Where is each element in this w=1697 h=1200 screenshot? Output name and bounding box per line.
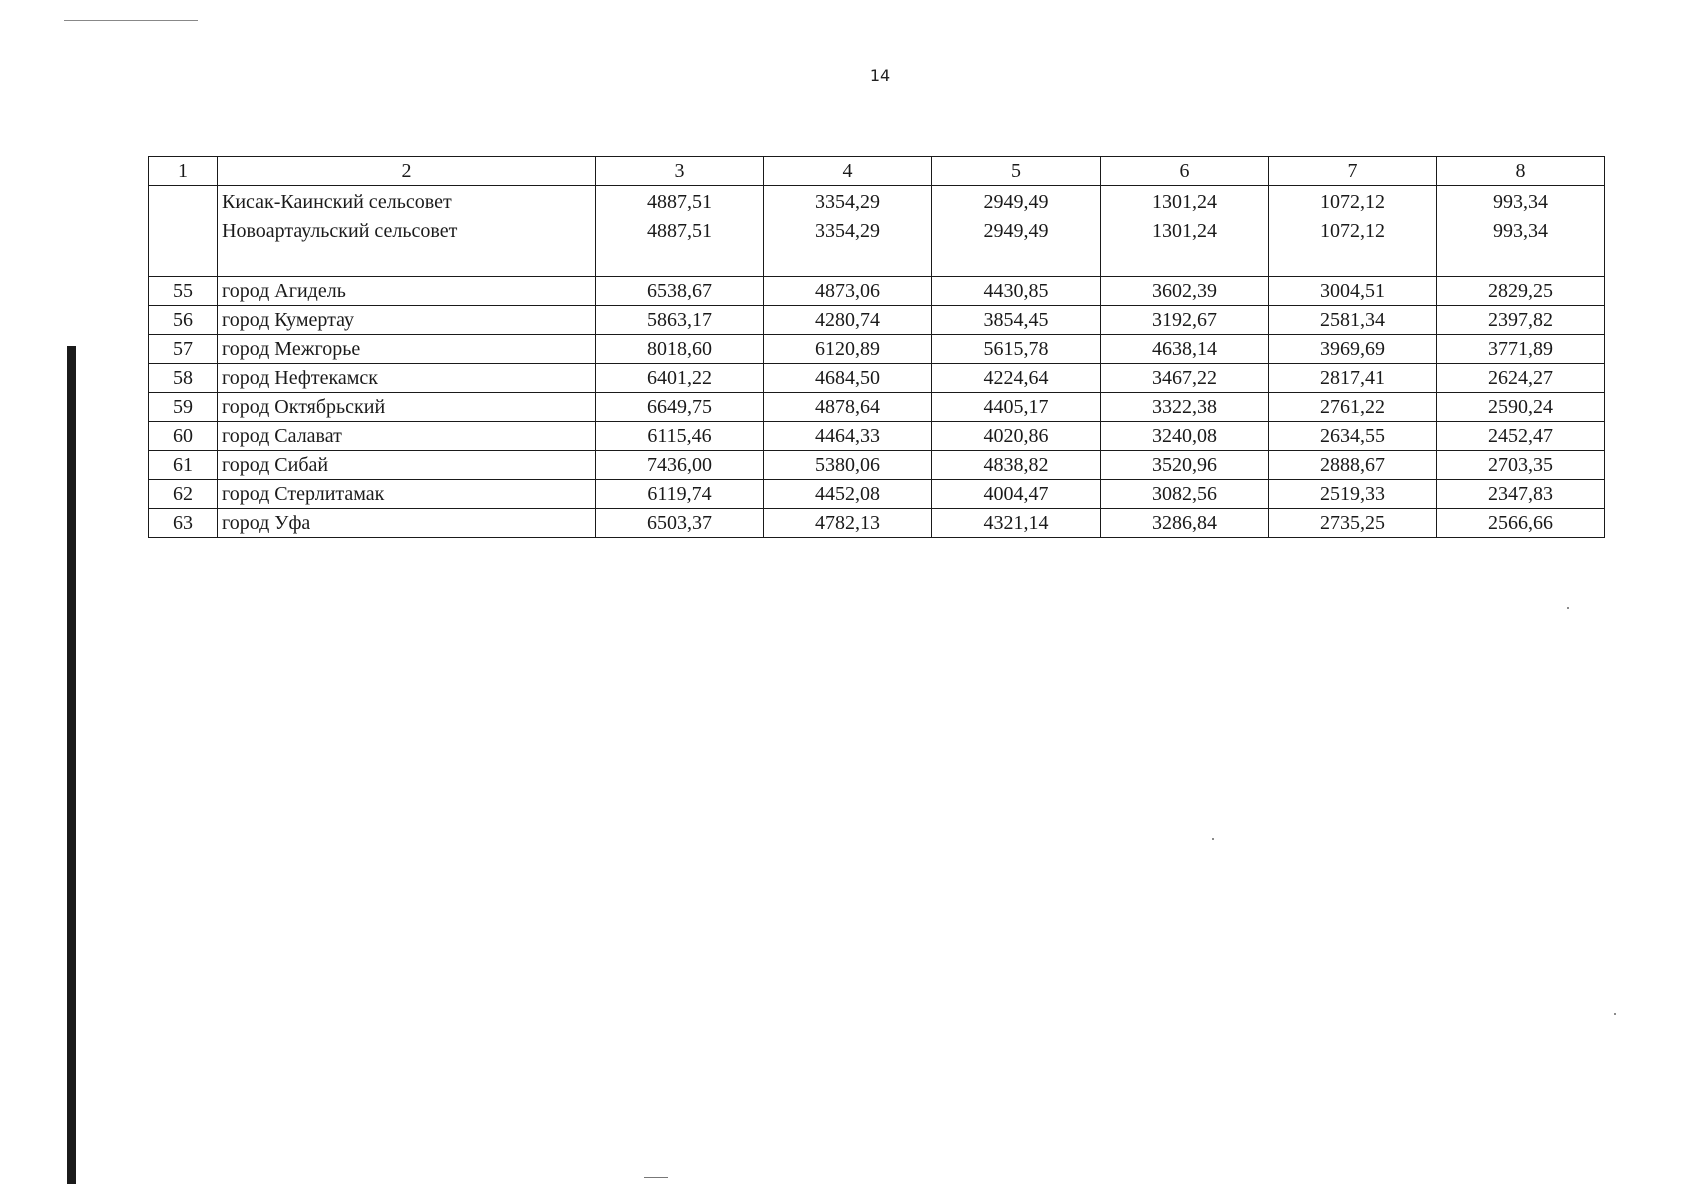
value-cell: 2347,83: [1437, 480, 1605, 509]
table-row: [149, 393, 1605, 422]
row-number: 57: [149, 335, 218, 364]
value-cell: 4873,06: [764, 277, 932, 306]
group-row: [149, 186, 1605, 277]
header-cell: 1: [149, 157, 218, 186]
value-cell: 4684,50: [764, 364, 932, 393]
row-name: город Сибай: [218, 451, 596, 480]
value-cell: 2634,55: [1269, 422, 1437, 451]
row-number: [149, 186, 218, 277]
value-cell: 2566,66: [1437, 509, 1605, 538]
table-row: [149, 364, 1605, 393]
table-row: [149, 480, 1605, 509]
value-cell: 3467,22: [1101, 364, 1269, 393]
table-row: [149, 422, 1605, 451]
value-cell: 4405,17: [932, 393, 1101, 422]
header-cell: 2: [218, 157, 596, 186]
value-cell: 4638,14: [1101, 335, 1269, 364]
value-cell: 6649,75: [596, 393, 764, 422]
value: 3354,29: [815, 191, 880, 213]
value-cell: 2590,24: [1437, 393, 1605, 422]
value-cell: [764, 186, 932, 277]
value-cell: 7436,00: [596, 451, 764, 480]
row-number: 56: [149, 306, 218, 335]
header-cell: 7: [1269, 157, 1437, 186]
scan-edge-bar: [67, 346, 76, 1184]
value-cell: 4004,47: [932, 480, 1101, 509]
footer-rule: [644, 1177, 668, 1178]
value-cell: 3771,89: [1437, 335, 1605, 364]
row-name: город Салават: [218, 422, 596, 451]
table-row: [149, 509, 1605, 538]
header-row: [149, 157, 1605, 186]
value-cell: 3969,69: [1269, 335, 1437, 364]
value-cell: 3082,56: [1101, 480, 1269, 509]
page-number: 14: [869, 66, 891, 85]
value-cell: 4782,13: [764, 509, 932, 538]
row-name-cell: [218, 186, 596, 277]
value-cell: 2829,25: [1437, 277, 1605, 306]
value-cell: 2581,34: [1269, 306, 1437, 335]
header-cell: 8: [1437, 157, 1605, 186]
value-cell: 2397,82: [1437, 306, 1605, 335]
value-cell: 3854,45: [932, 306, 1101, 335]
value-cell: 3004,51: [1269, 277, 1437, 306]
value-cell: 5863,17: [596, 306, 764, 335]
row-number: 63: [149, 509, 218, 538]
header-rule: [64, 20, 198, 21]
value: 993,34: [1493, 191, 1548, 213]
row-number: 61: [149, 451, 218, 480]
value: 2949,49: [983, 191, 1049, 213]
value-cell: 2888,67: [1269, 451, 1437, 480]
value-cell: 4452,08: [764, 480, 932, 509]
value-cell: 2817,41: [1269, 364, 1437, 393]
header-cell: 5: [932, 157, 1101, 186]
value-cell: 3602,39: [1101, 277, 1269, 306]
value-cell: 3240,08: [1101, 422, 1269, 451]
value-cell: 2703,35: [1437, 451, 1605, 480]
value-cell: 3192,67: [1101, 306, 1269, 335]
value: 2949,49: [983, 220, 1049, 242]
scan-speck: [1567, 607, 1569, 609]
value-cell: 2519,33: [1269, 480, 1437, 509]
value-cell: 6120,89: [764, 335, 932, 364]
value-cell: [1437, 186, 1605, 277]
row-number: 60: [149, 422, 218, 451]
data-table: [148, 156, 1605, 538]
value-cell: 6401,22: [596, 364, 764, 393]
value-cell: [1269, 186, 1437, 277]
value-cell: 8018,60: [596, 335, 764, 364]
scan-speck: [1614, 1013, 1616, 1015]
scan-speck: [1212, 838, 1214, 840]
header-cell: 3: [596, 157, 764, 186]
table-row: [149, 277, 1605, 306]
value-cell: [1101, 186, 1269, 277]
row-number: 55: [149, 277, 218, 306]
value: 4887,51: [647, 191, 712, 213]
value-cell: [596, 186, 764, 277]
value-cell: 2735,25: [1269, 509, 1437, 538]
table-body: [149, 157, 1605, 538]
value-cell: 2624,27: [1437, 364, 1605, 393]
value: 993,34: [1493, 220, 1548, 242]
value-cell: 6115,46: [596, 422, 764, 451]
row-name: город Стерлитамак: [218, 480, 596, 509]
value-cell: 6119,74: [596, 480, 764, 509]
header-cell: 4: [764, 157, 932, 186]
row-name: город Нефтекамск: [218, 364, 596, 393]
value-cell: 4838,82: [932, 451, 1101, 480]
row-name: город Межгорье: [218, 335, 596, 364]
value-cell: 4020,86: [932, 422, 1101, 451]
table-row: [149, 335, 1605, 364]
table-row: [149, 306, 1605, 335]
row-number: 58: [149, 364, 218, 393]
value-cell: 4321,14: [932, 509, 1101, 538]
row-name: Кисак-Каинский сельсовет: [222, 191, 452, 213]
value-cell: 4280,74: [764, 306, 932, 335]
row-name: город Октябрьский: [218, 393, 596, 422]
row-name: город Уфа: [218, 509, 596, 538]
value-cell: 4878,64: [764, 393, 932, 422]
value: 1301,24: [1152, 220, 1217, 242]
value-cell: 5380,06: [764, 451, 932, 480]
row-name: город Кумертау: [218, 306, 596, 335]
row-number: 59: [149, 393, 218, 422]
value-cell: 3520,96: [1101, 451, 1269, 480]
value-cell: [932, 186, 1101, 277]
value-cell: 4224,64: [932, 364, 1101, 393]
row-name: город Агидель: [218, 277, 596, 306]
table-row: [149, 451, 1605, 480]
value-cell: 4464,33: [764, 422, 932, 451]
value-cell: 5615,78: [932, 335, 1101, 364]
value-cell: 4430,85: [932, 277, 1101, 306]
header-cell: 6: [1101, 157, 1269, 186]
value: 4887,51: [647, 220, 712, 242]
value-cell: 6503,37: [596, 509, 764, 538]
value: 1301,24: [1152, 191, 1217, 213]
value: 1072,12: [1320, 220, 1385, 242]
value: 3354,29: [815, 220, 880, 242]
value-cell: 3286,84: [1101, 509, 1269, 538]
row-number: 62: [149, 480, 218, 509]
value-cell: 3322,38: [1101, 393, 1269, 422]
value-cell: 6538,67: [596, 277, 764, 306]
row-name: Новоартаульский сельсовет: [222, 220, 458, 242]
value: 1072,12: [1320, 191, 1385, 213]
value-cell: 2761,22: [1269, 393, 1437, 422]
value-cell: 2452,47: [1437, 422, 1605, 451]
